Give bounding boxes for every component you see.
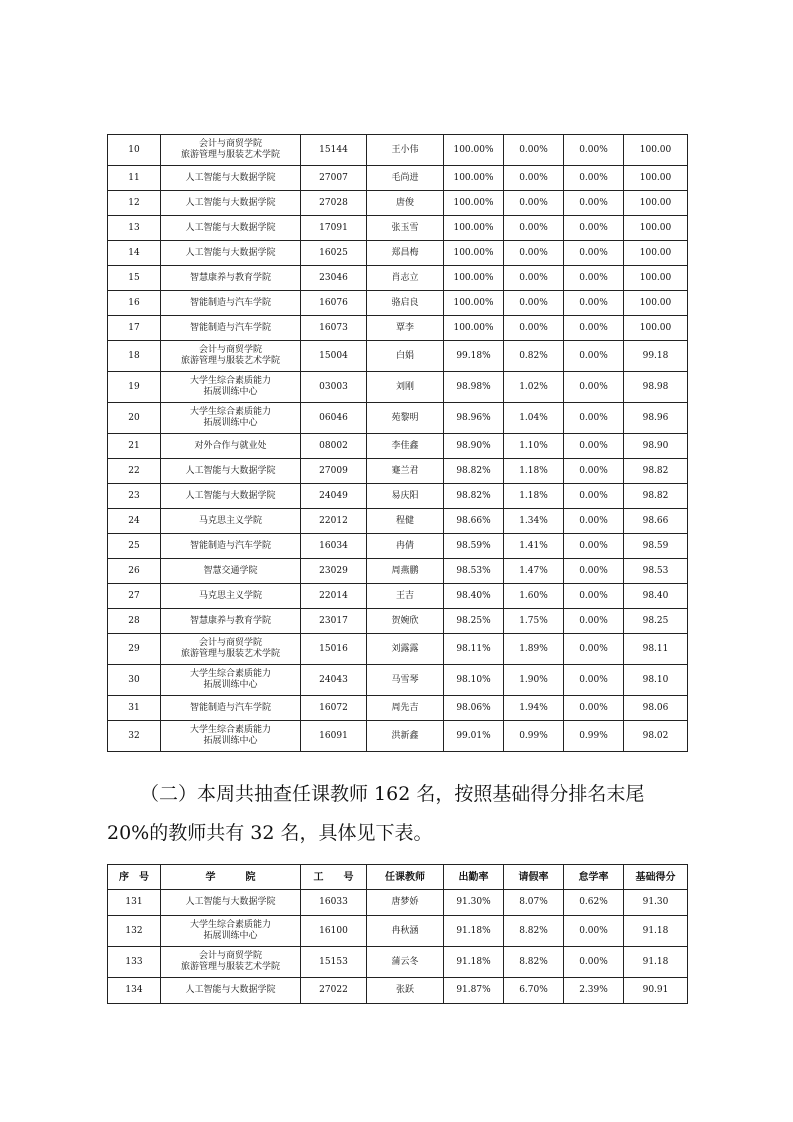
cell-id: 15144 [301, 135, 367, 166]
cell-absence: 0.00% [564, 403, 624, 434]
table-row [108, 696, 688, 721]
table-row [108, 135, 688, 166]
cell-no: 16 [108, 291, 161, 316]
cell-no: 134 [108, 978, 161, 1004]
cell-id: 22014 [301, 584, 367, 609]
cell-teacher: 蹇兰君 [367, 459, 444, 484]
cell-id: 16025 [301, 241, 367, 266]
cell-absence: 0.00% [564, 372, 624, 403]
cell-absence: 0.00% [564, 696, 624, 721]
cell-teacher: 刘刚 [367, 372, 444, 403]
table-row [108, 978, 688, 1004]
table-row [108, 166, 688, 191]
cell-attendance: 98.66% [444, 509, 504, 534]
cell-attendance: 100.00% [444, 135, 504, 166]
cell-no: 28 [108, 609, 161, 634]
cell-absence: 0.00% [564, 947, 624, 978]
cell-absence: 0.00% [564, 316, 624, 341]
cell-teacher: 骆启良 [367, 291, 444, 316]
table-row [108, 191, 688, 216]
cell-score: 100.00 [624, 191, 688, 216]
cell-id: 23029 [301, 559, 367, 584]
cell-score: 98.53 [624, 559, 688, 584]
cell-score: 91.18 [624, 916, 688, 947]
cell-teacher: 易庆阳 [367, 484, 444, 509]
college-line: 智能制造与汽车学院 [189, 322, 271, 333]
cell-leave: 8.82% [504, 947, 564, 978]
college-line: 人工智能与大数据学院 [185, 222, 276, 233]
cell-attendance: 100.00% [444, 266, 504, 291]
cell-attendance: 100.00% [444, 216, 504, 241]
college-line: 人工智能与大数据学院 [185, 897, 276, 907]
cell-leave: 0.00% [504, 135, 564, 166]
cell-absence: 2.39% [564, 978, 624, 1004]
cell-absence: 0.00% [564, 341, 624, 372]
college-line: 智能制造与汽车学院 [189, 702, 271, 713]
bottom-ranked-table [107, 864, 688, 1004]
cell-id: 27028 [301, 191, 367, 216]
header-leave: 请假率 [504, 865, 564, 890]
table-row [108, 609, 688, 634]
cell-leave: 1.10% [504, 434, 564, 459]
cell-no: 13 [108, 216, 161, 241]
table-row [108, 890, 688, 916]
college-line: 会计与商贸学院 [198, 139, 262, 149]
table-row [108, 665, 688, 696]
college-line: 旅游管理与服装艺术学院 [180, 150, 280, 160]
cell-teacher: 周燕鹏 [367, 559, 444, 584]
cell-college [161, 241, 301, 266]
cell-leave: 1.94% [504, 696, 564, 721]
cell-id: 17091 [301, 216, 367, 241]
college-line: 人工智能与大数据学院 [185, 465, 276, 476]
cell-teacher: 冉秋涵 [367, 916, 444, 947]
college-line: 会计与商贸学院 [198, 638, 262, 648]
cell-leave: 1.18% [504, 459, 564, 484]
cell-id: 08002 [301, 434, 367, 459]
cell-attendance: 91.30% [444, 890, 504, 916]
cell-attendance: 98.06% [444, 696, 504, 721]
cell-score: 100.00 [624, 316, 688, 341]
cell-absence: 0.00% [564, 459, 624, 484]
cell-id: 16076 [301, 291, 367, 316]
cell-leave: 0.00% [504, 291, 564, 316]
cell-no: 18 [108, 341, 161, 372]
cell-attendance: 91.87% [444, 978, 504, 1004]
cell-teacher: 白娟 [367, 341, 444, 372]
cell-id: 27009 [301, 459, 367, 484]
cell-attendance: 100.00% [444, 316, 504, 341]
cell-college [161, 266, 301, 291]
cell-leave: 8.07% [504, 890, 564, 916]
cell-college [161, 372, 301, 403]
college-line: 人工智能与大数据学院 [185, 247, 276, 258]
college-line: 智慧交通学院 [203, 565, 258, 576]
header-college: 学 院 [161, 865, 301, 890]
cell-attendance: 100.00% [444, 241, 504, 266]
table-row [108, 947, 688, 978]
cell-attendance: 99.18% [444, 341, 504, 372]
cell-no: 11 [108, 166, 161, 191]
cell-score: 90.91 [624, 978, 688, 1004]
cell-id: 15016 [301, 634, 367, 665]
cell-id: 16033 [301, 890, 367, 916]
cell-teacher: 王小伟 [367, 135, 444, 166]
college-line: 智慧康养与教育学院 [189, 615, 271, 626]
cell-college [161, 665, 301, 696]
college-line: 拓展训练中心 [203, 931, 258, 941]
college-line: 拓展训练中心 [203, 418, 258, 428]
cell-teacher: 马雪琴 [367, 665, 444, 696]
cell-attendance: 100.00% [444, 291, 504, 316]
cell-teacher: 刘露露 [367, 634, 444, 665]
cell-college [161, 696, 301, 721]
cell-leave: 1.34% [504, 509, 564, 534]
cell-teacher: 张跃 [367, 978, 444, 1004]
college-line: 旅游管理与服装艺术学院 [180, 356, 280, 366]
cell-score: 98.02 [624, 721, 688, 752]
cell-id: 16100 [301, 916, 367, 947]
cell-teacher: 覃李 [367, 316, 444, 341]
cell-score: 98.11 [624, 634, 688, 665]
cell-no: 29 [108, 634, 161, 665]
cell-no: 132 [108, 916, 161, 947]
cell-absence: 0.00% [564, 135, 624, 166]
cell-score: 98.40 [624, 584, 688, 609]
cell-no: 19 [108, 372, 161, 403]
cell-attendance: 98.82% [444, 459, 504, 484]
cell-id: 16072 [301, 696, 367, 721]
cell-leave: 1.41% [504, 534, 564, 559]
cell-score: 91.18 [624, 947, 688, 978]
summary-paragraph-line1: （二）本周共抽查任课教师 162 名，按照基础得分排名末尾 [140, 783, 645, 805]
cell-attendance: 98.82% [444, 484, 504, 509]
cell-leave: 0.00% [504, 166, 564, 191]
cell-leave: 1.04% [504, 403, 564, 434]
cell-id: 16091 [301, 721, 367, 752]
table-row [108, 341, 688, 372]
cell-no: 133 [108, 947, 161, 978]
cell-no: 12 [108, 191, 161, 216]
cell-attendance: 91.18% [444, 947, 504, 978]
cell-college [161, 316, 301, 341]
college-line: 会计与商贸学院 [198, 951, 262, 961]
table-row [108, 316, 688, 341]
table-row [108, 291, 688, 316]
cell-no: 22 [108, 459, 161, 484]
cell-college [161, 609, 301, 634]
cell-score: 98.06 [624, 696, 688, 721]
cell-id: 03003 [301, 372, 367, 403]
cell-absence: 0.00% [564, 291, 624, 316]
cell-college [161, 584, 301, 609]
cell-leave: 0.99% [504, 721, 564, 752]
cell-no: 32 [108, 721, 161, 752]
cell-id: 24043 [301, 665, 367, 696]
cell-absence: 0.00% [564, 166, 624, 191]
attendance-table-continued [107, 134, 688, 752]
cell-absence: 0.00% [564, 484, 624, 509]
table-row [108, 916, 688, 947]
header-no: 序 号 [108, 865, 161, 890]
table-row [108, 266, 688, 291]
cell-score: 100.00 [624, 266, 688, 291]
cell-teacher: 苑黎明 [367, 403, 444, 434]
header-teacher: 任课教师 [367, 865, 444, 890]
cell-teacher: 唐梦娇 [367, 890, 444, 916]
table-row [108, 241, 688, 266]
college-line: 人工智能与大数据学院 [185, 985, 276, 995]
cell-leave: 1.18% [504, 484, 564, 509]
cell-score: 98.66 [624, 509, 688, 534]
table-row [108, 721, 688, 752]
cell-teacher: 张玉雪 [367, 216, 444, 241]
cell-attendance: 98.25% [444, 609, 504, 634]
cell-teacher: 冉倩 [367, 534, 444, 559]
cell-college [161, 916, 301, 947]
cell-no: 21 [108, 434, 161, 459]
cell-teacher: 周先吉 [367, 696, 444, 721]
cell-score: 98.10 [624, 665, 688, 696]
college-line: 大学生综合素质能力 [189, 376, 271, 386]
cell-score: 98.98 [624, 372, 688, 403]
cell-leave: 1.75% [504, 609, 564, 634]
college-line: 拓展训练中心 [203, 387, 258, 397]
college-line: 马克思主义学院 [198, 590, 262, 601]
cell-score: 100.00 [624, 241, 688, 266]
cell-attendance: 98.40% [444, 584, 504, 609]
cell-leave: 1.47% [504, 559, 564, 584]
cell-no: 24 [108, 509, 161, 534]
table-row [108, 584, 688, 609]
cell-leave: 0.82% [504, 341, 564, 372]
cell-score: 100.00 [624, 216, 688, 241]
cell-college [161, 341, 301, 372]
cell-leave: 1.90% [504, 665, 564, 696]
cell-leave: 0.00% [504, 191, 564, 216]
cell-score: 98.25 [624, 609, 688, 634]
header-attendance: 出勤率 [444, 865, 504, 890]
cell-id: 24049 [301, 484, 367, 509]
college-line: 大学生综合素质能力 [189, 407, 271, 417]
college-line: 拓展训练中心 [203, 680, 258, 690]
college-line: 智慧康养与教育学院 [189, 272, 271, 283]
cell-attendance: 100.00% [444, 191, 504, 216]
cell-score: 99.18 [624, 341, 688, 372]
cell-leave: 0.00% [504, 266, 564, 291]
cell-attendance: 98.53% [444, 559, 504, 584]
cell-college [161, 509, 301, 534]
cell-no: 10 [108, 135, 161, 166]
cell-college [161, 191, 301, 216]
table-row [108, 634, 688, 665]
college-line: 人工智能与大数据学院 [185, 197, 276, 208]
cell-absence: 0.00% [564, 559, 624, 584]
header-id: 工 号 [301, 865, 367, 890]
cell-college [161, 291, 301, 316]
cell-id: 27007 [301, 166, 367, 191]
header-absence: 怠学率 [564, 865, 624, 890]
cell-id: 15153 [301, 947, 367, 978]
college-line: 对外合作与就业处 [194, 440, 267, 451]
cell-id: 23046 [301, 266, 367, 291]
cell-college [161, 559, 301, 584]
cell-attendance: 98.10% [444, 665, 504, 696]
cell-college [161, 216, 301, 241]
table2-body [108, 890, 688, 1004]
college-line: 智能制造与汽车学院 [189, 540, 271, 551]
cell-score: 100.00 [624, 135, 688, 166]
cell-attendance: 100.00% [444, 166, 504, 191]
cell-score: 98.82 [624, 484, 688, 509]
cell-attendance: 98.98% [444, 372, 504, 403]
table-row [108, 372, 688, 403]
cell-teacher: 肖志立 [367, 266, 444, 291]
cell-absence: 0.62% [564, 890, 624, 916]
cell-college [161, 890, 301, 916]
cell-absence: 0.00% [564, 509, 624, 534]
cell-absence: 0.00% [564, 609, 624, 634]
cell-id: 16073 [301, 316, 367, 341]
college-line: 马克思主义学院 [198, 515, 262, 526]
cell-leave: 1.60% [504, 584, 564, 609]
cell-teacher: 李佳鑫 [367, 434, 444, 459]
cell-no: 27 [108, 584, 161, 609]
summary-paragraph-line2: 20%的教师共有 32 名，具体见下表。 [107, 822, 433, 844]
cell-score: 98.59 [624, 534, 688, 559]
cell-attendance: 91.18% [444, 916, 504, 947]
cell-college [161, 135, 301, 166]
cell-attendance: 98.11% [444, 634, 504, 665]
cell-score: 100.00 [624, 166, 688, 191]
college-line: 大学生综合素质能力 [189, 669, 271, 679]
cell-id: 23017 [301, 609, 367, 634]
cell-id: 06046 [301, 403, 367, 434]
table-row [108, 509, 688, 534]
cell-no: 17 [108, 316, 161, 341]
cell-id: 22012 [301, 509, 367, 534]
cell-teacher: 洪新鑫 [367, 721, 444, 752]
cell-absence: 0.00% [564, 634, 624, 665]
college-line: 旅游管理与服装艺术学院 [180, 962, 280, 972]
cell-leave: 0.00% [504, 216, 564, 241]
cell-score: 98.96 [624, 403, 688, 434]
cell-teacher: 蒲云冬 [367, 947, 444, 978]
cell-absence: 0.00% [564, 534, 624, 559]
cell-absence: 0.99% [564, 721, 624, 752]
cell-id: 15004 [301, 341, 367, 372]
table-row [108, 534, 688, 559]
cell-leave: 1.02% [504, 372, 564, 403]
cell-teacher: 毛尚进 [367, 166, 444, 191]
table-row [108, 484, 688, 509]
cell-score: 91.30 [624, 890, 688, 916]
college-line: 人工智能与大数据学院 [185, 490, 276, 501]
cell-college [161, 459, 301, 484]
cell-leave: 8.82% [504, 916, 564, 947]
cell-absence: 0.00% [564, 916, 624, 947]
cell-id: 27022 [301, 978, 367, 1004]
cell-no: 14 [108, 241, 161, 266]
cell-attendance: 98.96% [444, 403, 504, 434]
cell-college [161, 534, 301, 559]
cell-absence: 0.00% [564, 266, 624, 291]
cell-college [161, 166, 301, 191]
table-row [108, 403, 688, 434]
cell-attendance: 98.59% [444, 534, 504, 559]
cell-teacher: 贺婉欣 [367, 609, 444, 634]
cell-attendance: 99.01% [444, 721, 504, 752]
cell-attendance: 98.90% [444, 434, 504, 459]
cell-id: 16034 [301, 534, 367, 559]
cell-college [161, 484, 301, 509]
cell-score: 98.82 [624, 459, 688, 484]
cell-college [161, 947, 301, 978]
cell-teacher: 王吉 [367, 584, 444, 609]
cell-absence: 0.00% [564, 665, 624, 696]
college-line: 大学生综合素质能力 [189, 725, 271, 735]
cell-no: 15 [108, 266, 161, 291]
table-row [108, 459, 688, 484]
cell-college [161, 721, 301, 752]
cell-absence: 0.00% [564, 191, 624, 216]
college-line: 人工智能与大数据学院 [185, 172, 276, 183]
cell-no: 23 [108, 484, 161, 509]
cell-teacher: 郑昌梅 [367, 241, 444, 266]
college-line: 会计与商贸学院 [198, 345, 262, 355]
table2-header [108, 865, 688, 890]
cell-college [161, 978, 301, 1004]
cell-absence: 0.00% [564, 584, 624, 609]
table-row [108, 559, 688, 584]
cell-no: 30 [108, 665, 161, 696]
table-row [108, 434, 688, 459]
cell-leave: 0.00% [504, 241, 564, 266]
cell-absence: 0.00% [564, 434, 624, 459]
cell-college [161, 434, 301, 459]
cell-leave: 0.00% [504, 316, 564, 341]
cell-absence: 0.00% [564, 241, 624, 266]
cell-no: 25 [108, 534, 161, 559]
cell-teacher: 唐俊 [367, 191, 444, 216]
cell-leave: 6.70% [504, 978, 564, 1004]
cell-score: 100.00 [624, 291, 688, 316]
college-line: 大学生综合素质能力 [189, 920, 271, 930]
cell-no: 31 [108, 696, 161, 721]
table-row [108, 216, 688, 241]
table1-body [108, 135, 688, 752]
college-line: 拓展训练中心 [203, 736, 258, 746]
cell-college [161, 403, 301, 434]
cell-no: 20 [108, 403, 161, 434]
header-score: 基础得分 [624, 865, 688, 890]
college-line: 智能制造与汽车学院 [189, 297, 271, 308]
cell-teacher: 程健 [367, 509, 444, 534]
cell-no: 26 [108, 559, 161, 584]
cell-no: 131 [108, 890, 161, 916]
college-line: 旅游管理与服装艺术学院 [180, 649, 280, 659]
cell-leave: 1.89% [504, 634, 564, 665]
cell-score: 98.90 [624, 434, 688, 459]
cell-absence: 0.00% [564, 216, 624, 241]
cell-college [161, 634, 301, 665]
